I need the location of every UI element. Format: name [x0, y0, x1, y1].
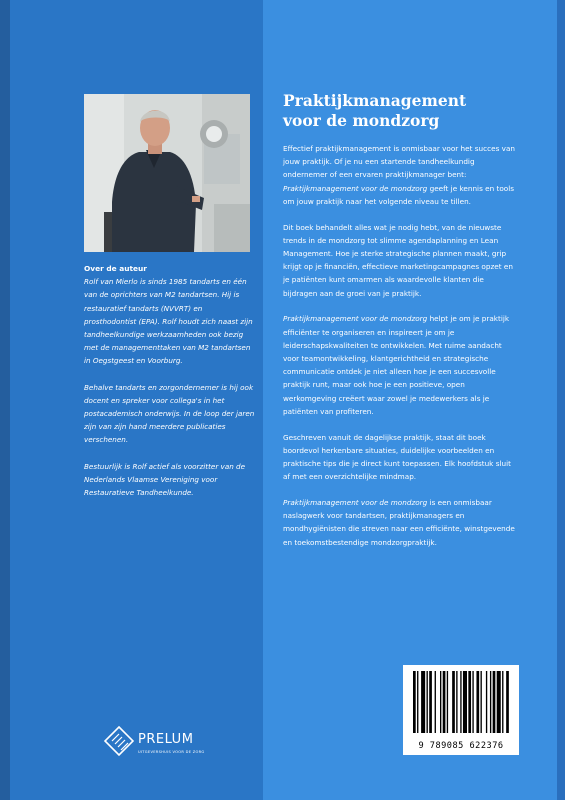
publisher-name: PRELUM [138, 732, 194, 747]
p3-tail-text: helpt je om je praktijk efficiënter te organiseren en inspireert je om je leiderschapskwaliteiten te ontwikkelen. Met ruime aandacht voor teamontwikkeling, klantgerichtheid en strategische communicatie ontdek je niet alleen hoe je een succesvolle praktijk runt, maar ook hoe je een positieve, open werkomgeving creëert waar zowel je medewerkers als je patiënten van profiteren. [283, 314, 510, 416]
barcode-bar [502, 671, 503, 733]
author-photo [84, 94, 250, 252]
author-paragraph-1: Rolf van Mierlo is sinds 1985 tandarts en één van de oprichters van M2 tandartsen. Hij is restauratief tandarts (NVVRT) en prosthodontist (EPA). Rolf houdt zich naast zijn tandheelkundige werkzaamheden ook bezig met de managementtaken van M2 tandartsen in Oegstgeest en Voorburg. [84, 277, 253, 366]
barcode-bar [456, 671, 457, 733]
description-paragraph-5 [283, 496, 519, 549]
barcode-bar [476, 671, 479, 733]
p1-title-italic: Praktijkmanagement voor de mondzorg [283, 183, 428, 193]
prelum-diamond-icon [104, 726, 134, 756]
author-heading: Over de auteur [84, 264, 147, 273]
barcode-bar [413, 671, 416, 733]
book-title-line-1: Praktijkmanagement [283, 91, 467, 110]
description-paragraph-2: Dit boek behandelt alles wat je nodig hebt, van de nieuwste trends in de mondzorg tot slimme agendaplanning en Lean Management. Hoe je sterke strategische plannen maakt, grip krijgt op je financiën, effectieve marketingcampagnes opzet en je patiënten kunt omarmen als waardevolle klanten die bijdragen aan de groei van je praktijk. [283, 222, 513, 298]
barcode-bar [463, 671, 467, 733]
author-paragraph-2: Behalve tandarts en zorgondernemer is hij ook docent en spreker voor collega's in het postacademisch onderwijs. In de loop der jaren zijn van zijn hand meerdere publicaties verschenen. [84, 382, 255, 445]
barcode-bars [403, 665, 519, 737]
barcode-bar [417, 671, 418, 733]
book-title-line-2: voor de mondzorg [283, 111, 440, 130]
book-title [283, 91, 523, 131]
barcode-bar [452, 671, 455, 733]
barcode-bar [421, 671, 425, 733]
description-paragraph-1 [283, 142, 519, 208]
isbn-barcode [403, 665, 519, 755]
barcode-bar [447, 671, 448, 733]
barcode-bar [497, 671, 501, 733]
barcode-bar [468, 671, 471, 733]
barcode-bar [435, 671, 436, 733]
book-description [283, 142, 519, 561]
barcode-bar [460, 671, 461, 733]
cover-right-edge [557, 0, 565, 800]
p3-title-italic: Praktijkmanagement voor de mondzorg [283, 314, 428, 324]
publisher-logo [104, 724, 214, 764]
publisher-tagline: UITGEVERSHUIS VOOR DE ZORG [138, 750, 205, 754]
barcode-bar [472, 671, 473, 733]
cover-spine-edge [0, 0, 10, 800]
barcode-bar [481, 671, 482, 733]
isbn-number: 9 789085 622376 [418, 741, 504, 751]
description-paragraph-4: Geschreven vanuit de dagelijkse praktijk, staat dit boek boordevol herkenbare situaties, duidelijke voorbeelden en praktische tips die je direct kunt toepassen. Elk hoofdstuk sluit af met een overzichtelijke mindmap. [283, 432, 511, 482]
author-paragraph-3: Bestuurlijk is Rolf actief als voorzitter van de Nederlands Vlaamse Vereniging voor Restauratieve Tandheelkunde. [84, 461, 246, 498]
barcode-bar [429, 671, 432, 733]
p1-tail-text: geeft je kennis en tools om jouw praktijk naar het volgende niveau te tillen. [283, 183, 515, 206]
barcode-bar [486, 671, 487, 733]
description-paragraph-3 [283, 312, 519, 418]
barcode-bar [427, 671, 428, 733]
barcode-bar [493, 671, 496, 733]
barcode-bar [443, 671, 446, 733]
p5-tail-text: is een onmisbaar naslagwerk voor tandartsen, praktijkmanagers en mondhygiënisten die streven naar een efficiënte, winstgevende en toekomstbestendige mondzorgpraktijk. [283, 498, 515, 547]
p1-text: Effectief praktijkmanagement is onmisbaar voor het succes van jouw praktijk. Of je nu een startende tandheelkundig ondernemer of een ervaren praktijkmanager bent: [283, 144, 515, 180]
barcode-bar [490, 671, 491, 733]
barcode-bar [506, 671, 509, 733]
author-bio [84, 262, 256, 512]
barcode-bar [440, 671, 441, 733]
p5-title-italic: Praktijkmanagement voor de mondzorg [283, 498, 428, 508]
